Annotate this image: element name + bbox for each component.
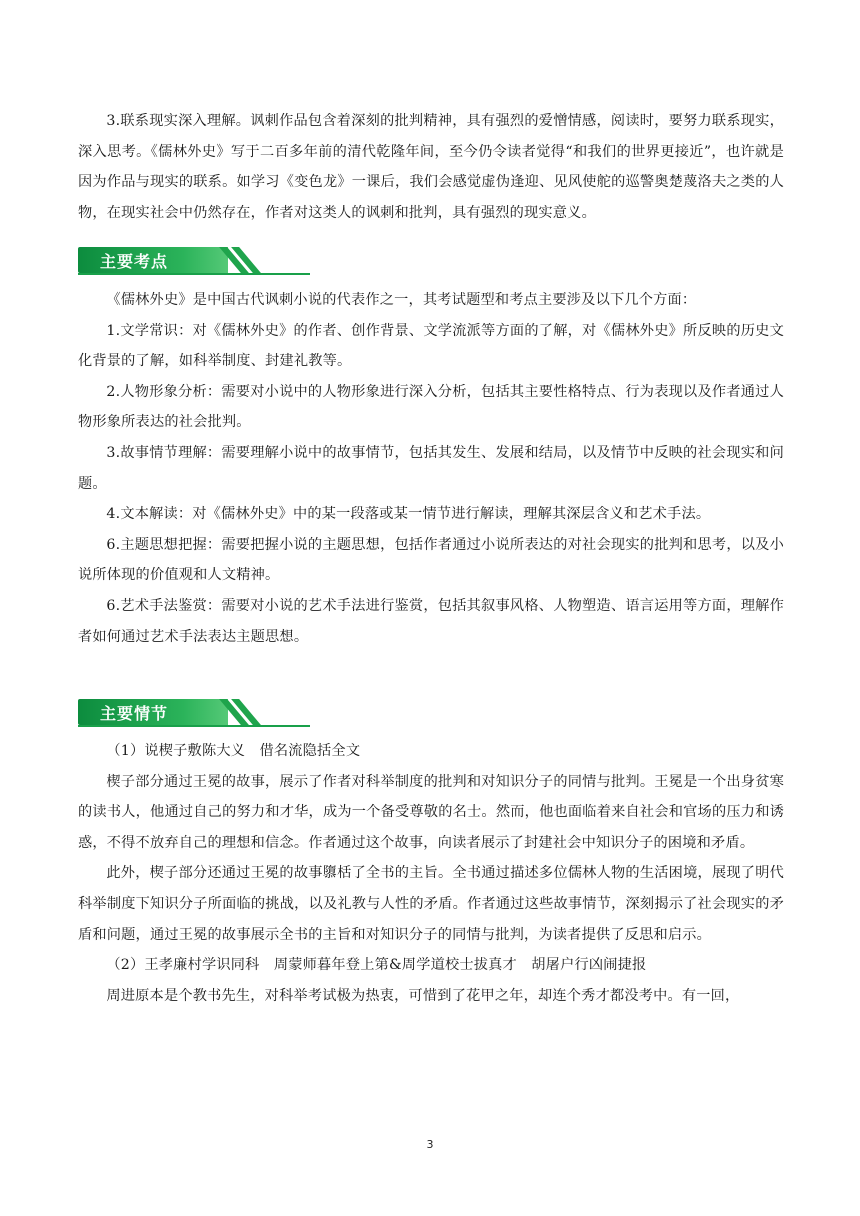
heading-underline: [78, 273, 310, 275]
plot-paragraph: 楔子部分通过王冕的故事，展示了作者对科举制度的批判和对知识分子的同情与批判。王冕是一个出身贫寒的读书人，他通过自己的努力和才华，成为一个备受尊敬的名士。然而，他也面临着来自社会和官场的压力和诱惑，不得不放弃自己的理想和信念。作者通过这个故事，向读者展示了封建社会中知识分子的困境和矛盾。: [78, 773, 784, 851]
heading-underline: [78, 725, 310, 727]
plot-subheading: （2）王孝廉村学识同科 周蒙师暮年登上第&周学道校士拔真才 胡屠户行凶闹捷报: [106, 957, 647, 974]
exam-item: 4.文本解读：对《儒林外史》中的某一段落或某一情节进行解读，理解其深层含义和艺术手法。: [106, 506, 711, 523]
section-heading-exam: [78, 247, 310, 277]
page-number: 3: [426, 1138, 434, 1151]
plot-subheading: （1）说楔子敷陈大义 借名流隐括全文: [106, 743, 361, 759]
section-heading-label: 主要情节: [100, 704, 169, 723]
plot-block: [78, 736, 784, 1011]
exam-item: 6.主题思想把握：需要把握小说的主题思想，包括作者通过小说所表达的对社会现实的批判和思考，以及小说所体现的价值观和人文精神。: [78, 536, 784, 584]
section-heading-plot: [78, 699, 310, 729]
exam-item: 6.艺术手法鉴赏：需要对小说的艺术手法进行鉴赏，包括其叙事风格、人物塑造、语言运用等方面，理解作者如何通过艺术手法表达主题思想。: [78, 597, 784, 645]
intro-paragraph: 3.联系现实深入理解。讽刺作品包含着深刻的批判精神，具有强烈的爱憎情感，阅读时，要努力联系现实，深入思考。《儒林外史》写于二百多年前的清代乾隆年间，至今仍令读者觉得“和我们的世界更接近”，也许就是因为作品与现实的联系。如学习《变色龙》一课后，我们会感觉虚伪逢迎、见风使舵的巡警奥楚蔑洛夫之类的人物，在现实社会中仍然存在，作者对这类人的讽刺和批判，具有强烈的现实意义。: [78, 113, 784, 221]
intro-block: [78, 106, 784, 228]
plot-paragraph: 此外，楔子部分还通过王冕的故事隳栝了全书的主旨。全书通过描述多位儒林人物的生活困境，展现了明代科举制度下知识分子所面临的挑战，以及礼教与人性的矛盾。作者通过这些故事情节，深刻揭示了社会现实的矛盾和问题，通过王冕的故事展示全书的主旨和对知识分子的同情与批判，为读者提供了反思和启示。: [78, 865, 784, 943]
exam-item: 1.文学常识：对《儒林外史》的作者、创作背景、文学流派等方面的了解，对《儒林外史》所反映的历史文化背景的了解，如科举制度、封建礼教等。: [78, 322, 784, 370]
section-heading-label: 主要考点: [100, 252, 169, 271]
plot-paragraph: 周进原本是个教书先生，对科举考试极为热衷，可惜到了花甲之年，却连个秀才都没考中。有一回，: [106, 987, 740, 1004]
exam-points-block: [78, 285, 784, 652]
exam-item: 2.人物形象分析：需要对小说中的人物形象进行深入分析，包括其主要性格特点、行为表现以及作者通过人物形象所表达的社会批判。: [78, 383, 784, 431]
exam-intro: 《儒林外史》是中国古代讽刺小说的代表作之一，其考试题型和考点主要涉及以下几个方面：: [106, 292, 697, 308]
exam-item: 3.故事情节理解：需要理解小说中的故事情节，包括其发生、发展和结局，以及情节中反映的社会现实和问题。: [78, 444, 784, 492]
